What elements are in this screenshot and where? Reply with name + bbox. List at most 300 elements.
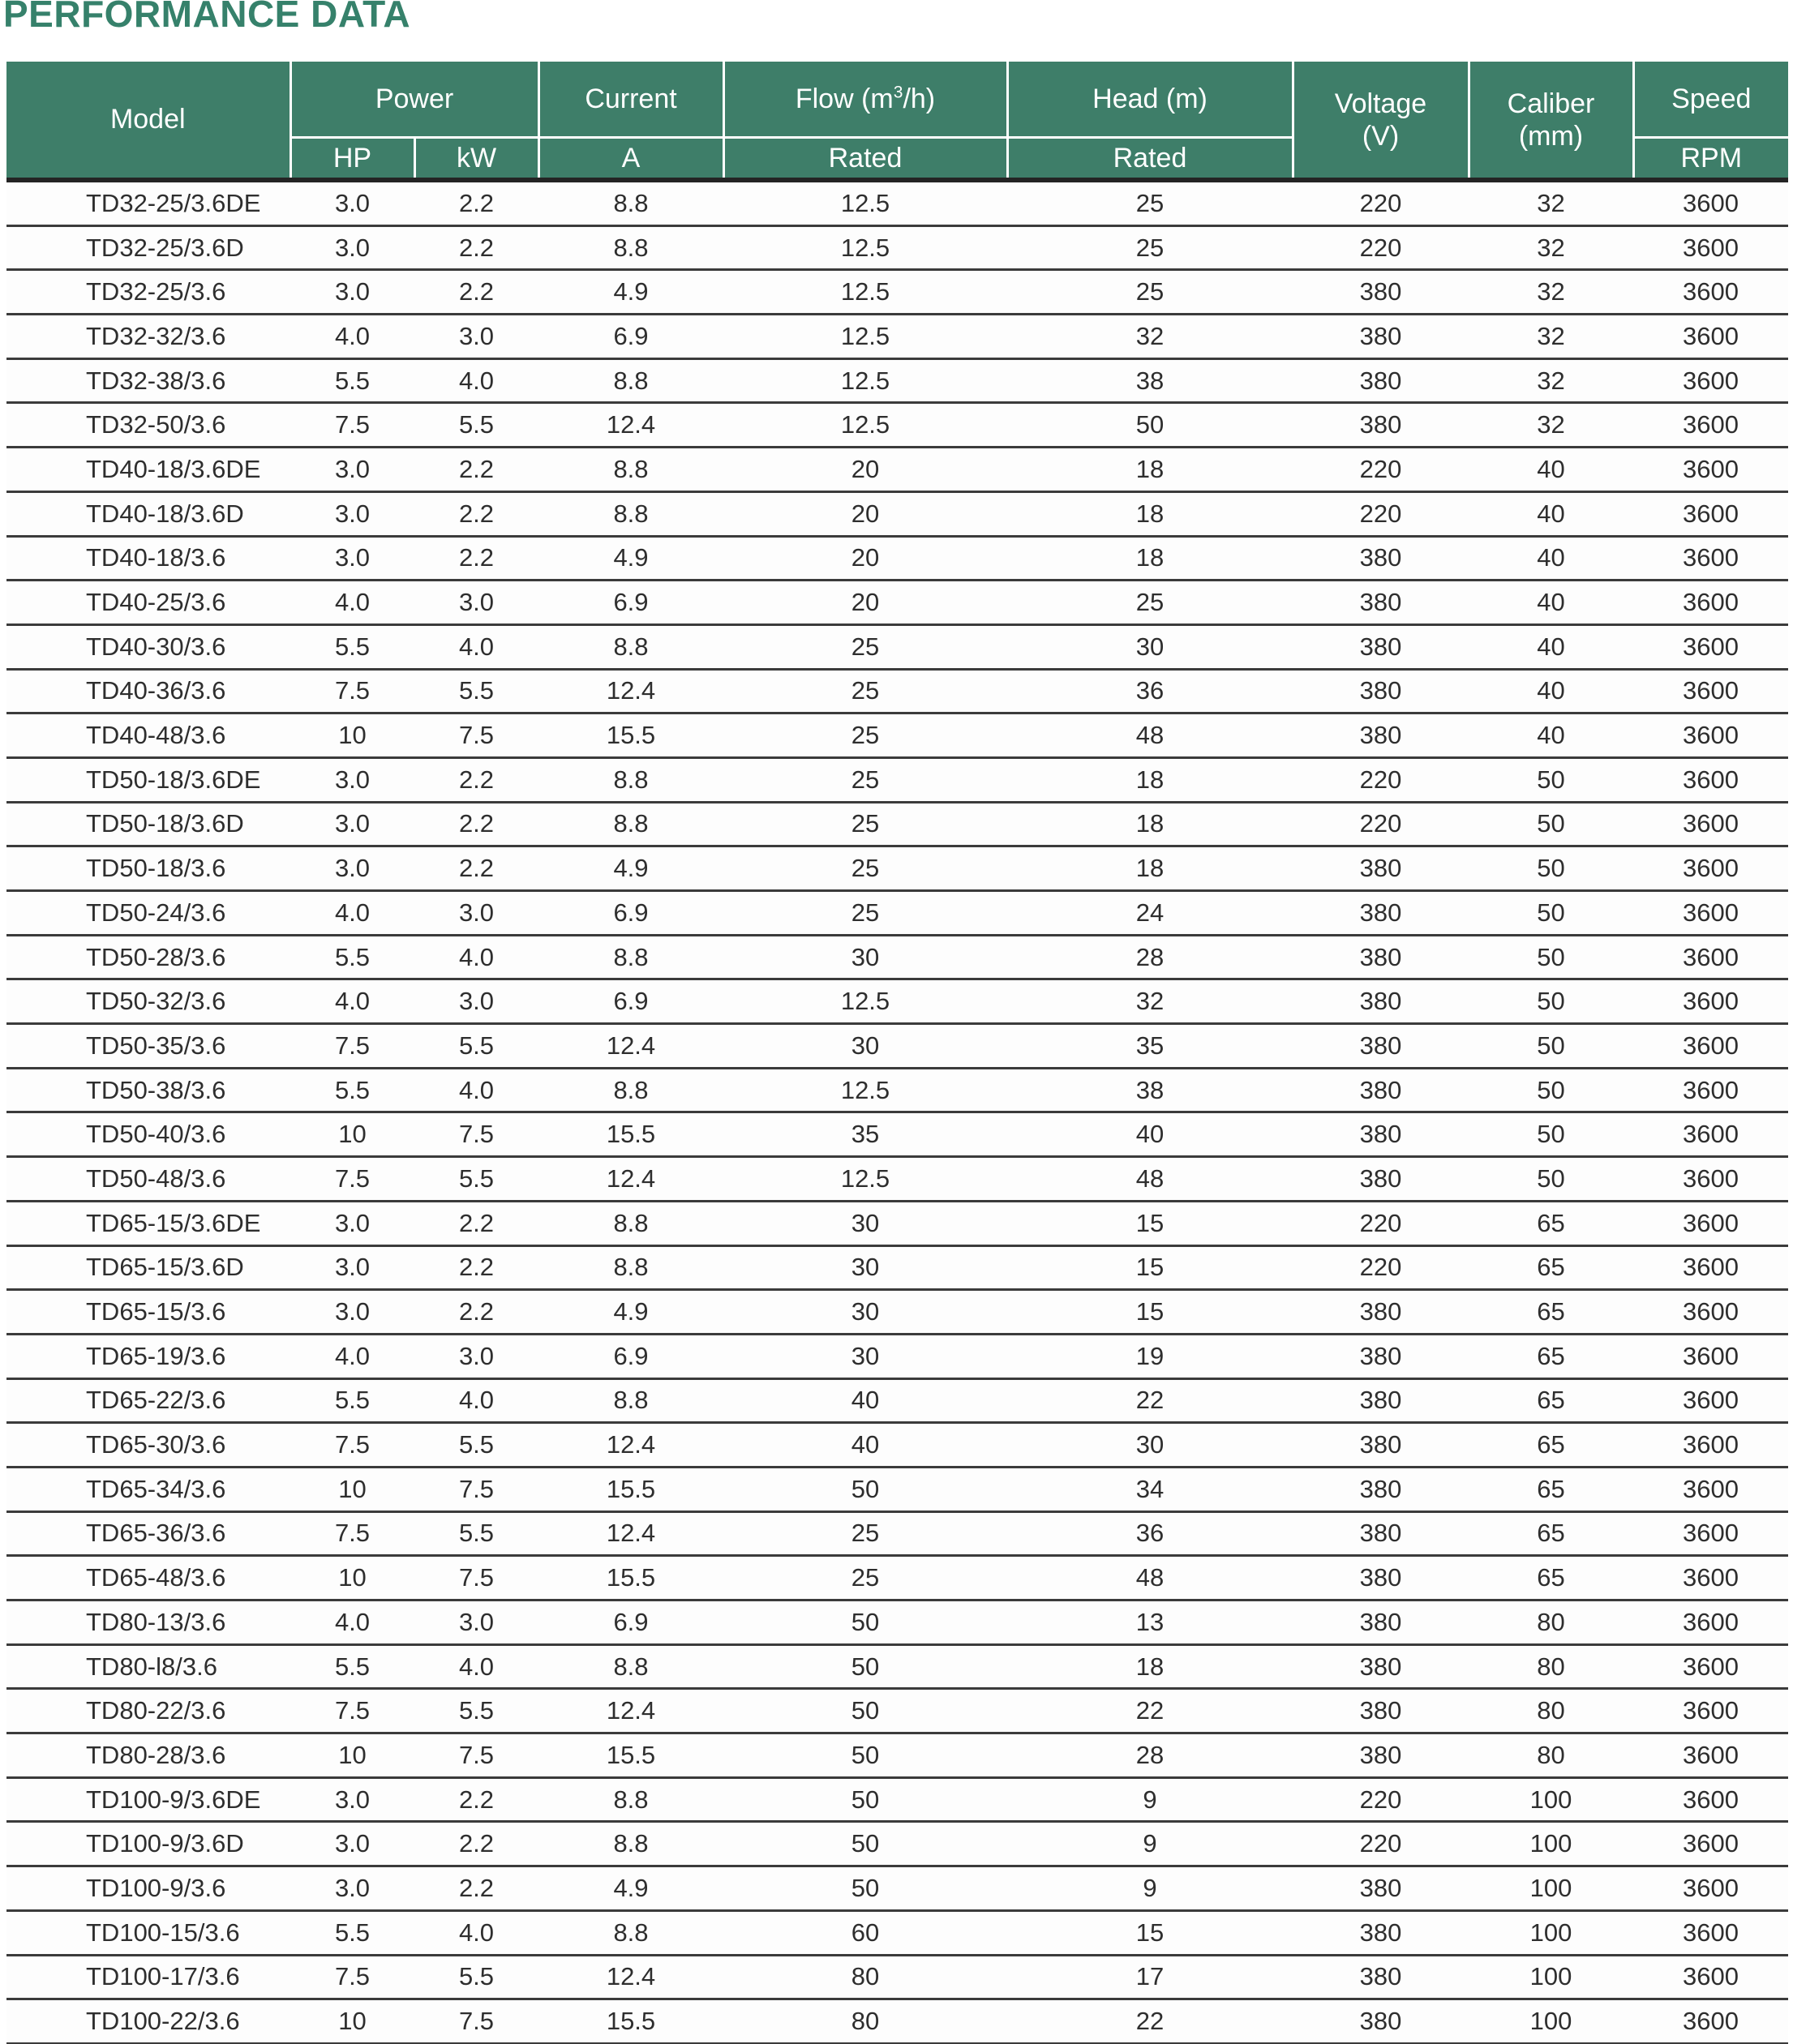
value-cell: 2.2	[414, 1777, 538, 1822]
model-cell: TD80-13/3.6	[6, 1600, 290, 1645]
value-cell: 100	[1469, 1777, 1633, 1822]
value-cell: 40	[1469, 669, 1633, 713]
col-header-caliber	[1469, 62, 1633, 180]
table-row	[6, 1157, 1788, 1202]
value-cell: 50	[1469, 935, 1633, 979]
value-cell: 12.5	[723, 403, 1007, 448]
model-cell: TD65-30/3.6	[6, 1423, 290, 1468]
value-cell: 20	[723, 536, 1007, 581]
value-cell: 3600	[1633, 1157, 1788, 1202]
table-row	[6, 1955, 1788, 1999]
value-cell: 2.2	[414, 1290, 538, 1335]
value-cell: 380	[1293, 315, 1469, 359]
value-cell: 50	[723, 1733, 1007, 1778]
col-header-speed: Speed	[1633, 62, 1788, 138]
flow-label-prefix: Flow (m	[795, 83, 894, 114]
value-cell: 36	[1007, 1511, 1293, 1556]
table-row	[6, 403, 1788, 448]
table-row	[6, 1689, 1788, 1733]
value-cell: 380	[1293, 1999, 1469, 2044]
col-header-flow-rated: Rated	[723, 138, 1007, 181]
value-cell: 40	[1469, 448, 1633, 492]
value-cell: 5.5	[290, 1644, 414, 1689]
value-cell: 19	[1007, 1334, 1293, 1378]
value-cell: 30	[723, 1201, 1007, 1245]
table-row	[6, 1999, 1788, 2044]
value-cell: 380	[1293, 1733, 1469, 1778]
value-cell: 3600	[1633, 1733, 1788, 1778]
value-cell: 8.8	[538, 1822, 723, 1866]
value-cell: 380	[1293, 1689, 1469, 1733]
value-cell: 100	[1469, 1866, 1633, 1911]
table-row	[6, 1910, 1788, 1955]
model-cell: TD50-40/3.6	[6, 1112, 290, 1157]
model-cell: TD65-22/3.6	[6, 1378, 290, 1423]
value-cell: 32	[1007, 979, 1293, 1024]
table-row	[6, 713, 1788, 758]
value-cell: 50	[1469, 1157, 1633, 1202]
value-cell: 12.4	[538, 1955, 723, 1999]
value-cell: 220	[1293, 802, 1469, 846]
value-cell: 18	[1007, 846, 1293, 891]
value-cell: 6.9	[538, 1600, 723, 1645]
value-cell: 3600	[1633, 979, 1788, 1024]
value-cell: 3.0	[290, 270, 414, 315]
value-cell: 380	[1293, 581, 1469, 625]
table-row	[6, 1245, 1788, 1290]
col-header-power: Power	[290, 62, 538, 138]
value-cell: 25	[1007, 581, 1293, 625]
value-cell: 100	[1469, 1955, 1633, 1999]
value-cell: 50	[1469, 1024, 1633, 1069]
value-cell: 3.0	[290, 1201, 414, 1245]
value-cell: 32	[1469, 180, 1633, 225]
value-cell: 80	[1469, 1644, 1633, 1689]
value-cell: 50	[1469, 979, 1633, 1024]
value-cell: 15	[1007, 1245, 1293, 1290]
value-cell: 30	[723, 1334, 1007, 1378]
model-cell: TD32-25/3.6	[6, 270, 290, 315]
value-cell: 65	[1469, 1245, 1633, 1290]
value-cell: 7.5	[290, 1024, 414, 1069]
value-cell: 3600	[1633, 1955, 1788, 1999]
value-cell: 50	[1469, 1112, 1633, 1157]
value-cell: 15	[1007, 1910, 1293, 1955]
value-cell: 380	[1293, 669, 1469, 713]
value-cell: 30	[723, 1245, 1007, 1290]
value-cell: 3.0	[414, 979, 538, 1024]
value-cell: 380	[1293, 1112, 1469, 1157]
table-row	[6, 669, 1788, 713]
value-cell: 380	[1293, 1157, 1469, 1202]
value-cell: 7.5	[290, 403, 414, 448]
value-cell: 25	[723, 669, 1007, 713]
value-cell: 22	[1007, 1689, 1293, 1733]
value-cell: 50	[1469, 891, 1633, 936]
col-header-head: Head (m)	[1007, 62, 1293, 138]
model-cell: TD65-15/3.6DE	[6, 1201, 290, 1245]
value-cell: 30	[723, 1024, 1007, 1069]
value-cell: 40	[1469, 536, 1633, 581]
table-row	[6, 1378, 1788, 1423]
value-cell: 7.5	[414, 1556, 538, 1600]
value-cell: 7.5	[414, 1733, 538, 1778]
table-row	[6, 979, 1788, 1024]
flow-label-suffix: /h)	[903, 83, 936, 114]
value-cell: 10	[290, 1733, 414, 1778]
value-cell: 12.4	[538, 403, 723, 448]
model-cell: TD50-48/3.6	[6, 1157, 290, 1202]
value-cell: 3600	[1633, 491, 1788, 536]
value-cell: 5.5	[414, 1511, 538, 1556]
value-cell: 5.5	[290, 358, 414, 403]
value-cell: 3600	[1633, 358, 1788, 403]
value-cell: 3600	[1633, 1467, 1788, 1511]
value-cell: 65	[1469, 1467, 1633, 1511]
value-cell: 380	[1293, 713, 1469, 758]
value-cell: 380	[1293, 891, 1469, 936]
value-cell: 3.0	[414, 891, 538, 936]
caliber-unit-label: (mm)	[1518, 120, 1584, 152]
value-cell: 15.5	[538, 1556, 723, 1600]
value-cell: 3600	[1633, 1822, 1788, 1866]
value-cell: 60	[723, 1910, 1007, 1955]
value-cell: 48	[1007, 713, 1293, 758]
value-cell: 2.2	[414, 846, 538, 891]
value-cell: 380	[1293, 536, 1469, 581]
value-cell: 17	[1007, 1955, 1293, 1999]
value-cell: 7.5	[290, 1157, 414, 1202]
value-cell: 380	[1293, 1024, 1469, 1069]
value-cell: 3600	[1633, 757, 1788, 802]
value-cell: 5.5	[414, 403, 538, 448]
value-cell: 80	[1469, 1689, 1633, 1733]
value-cell: 25	[723, 891, 1007, 936]
model-cell: TD50-35/3.6	[6, 1024, 290, 1069]
table-row	[6, 1600, 1788, 1645]
value-cell: 4.0	[290, 979, 414, 1024]
value-cell: 4.9	[538, 1290, 723, 1335]
table-row	[6, 1290, 1788, 1335]
model-cell: TD40-36/3.6	[6, 669, 290, 713]
table-row	[6, 358, 1788, 403]
value-cell: 3.0	[290, 1866, 414, 1911]
value-cell: 380	[1293, 270, 1469, 315]
value-cell: 15.5	[538, 1112, 723, 1157]
value-cell: 12.5	[723, 1157, 1007, 1202]
value-cell: 12.5	[723, 979, 1007, 1024]
value-cell: 18	[1007, 802, 1293, 846]
value-cell: 3600	[1633, 270, 1788, 315]
value-cell: 3.0	[290, 1290, 414, 1335]
value-cell: 2.2	[414, 1866, 538, 1911]
value-cell: 2.2	[414, 225, 538, 270]
value-cell: 380	[1293, 1600, 1469, 1645]
value-cell: 9	[1007, 1822, 1293, 1866]
model-cell: TD65-36/3.6	[6, 1511, 290, 1556]
model-cell: TD65-34/3.6	[6, 1467, 290, 1511]
value-cell: 8.8	[538, 1245, 723, 1290]
value-cell: 3.0	[290, 846, 414, 891]
value-cell: 220	[1293, 1777, 1469, 1822]
value-cell: 10	[290, 1556, 414, 1600]
value-cell: 4.0	[414, 1910, 538, 1955]
value-cell: 8.8	[538, 802, 723, 846]
value-cell: 50	[723, 1644, 1007, 1689]
value-cell: 380	[1293, 1511, 1469, 1556]
value-cell: 18	[1007, 757, 1293, 802]
value-cell: 18	[1007, 448, 1293, 492]
table-row	[6, 1822, 1788, 1866]
value-cell: 10	[290, 1112, 414, 1157]
model-cell: TD100-9/3.6	[6, 1866, 290, 1911]
value-cell: 4.9	[538, 1866, 723, 1911]
value-cell: 9	[1007, 1777, 1293, 1822]
value-cell: 5.5	[290, 624, 414, 669]
value-cell: 40	[723, 1378, 1007, 1423]
value-cell: 8.8	[538, 1777, 723, 1822]
table-row	[6, 180, 1788, 225]
value-cell: 5.5	[414, 1955, 538, 1999]
value-cell: 220	[1293, 180, 1469, 225]
value-cell: 6.9	[538, 979, 723, 1024]
value-cell: 380	[1293, 979, 1469, 1024]
value-cell: 3600	[1633, 1644, 1788, 1689]
table-header	[6, 62, 1788, 180]
table-row	[6, 448, 1788, 492]
value-cell: 38	[1007, 358, 1293, 403]
value-cell: 3600	[1633, 1600, 1788, 1645]
value-cell: 80	[723, 1999, 1007, 2044]
value-cell: 380	[1293, 1290, 1469, 1335]
value-cell: 25	[723, 757, 1007, 802]
model-cell: TD80-22/3.6	[6, 1689, 290, 1733]
value-cell: 8.8	[538, 1201, 723, 1245]
value-cell: 3600	[1633, 1511, 1788, 1556]
value-cell: 36	[1007, 669, 1293, 713]
value-cell: 48	[1007, 1556, 1293, 1600]
value-cell: 30	[1007, 624, 1293, 669]
value-cell: 4.0	[290, 1334, 414, 1378]
value-cell: 25	[1007, 270, 1293, 315]
value-cell: 380	[1293, 1068, 1469, 1112]
value-cell: 7.5	[290, 669, 414, 713]
value-cell: 220	[1293, 491, 1469, 536]
value-cell: 3.0	[290, 1245, 414, 1290]
value-cell: 380	[1293, 1334, 1469, 1378]
value-cell: 80	[723, 1955, 1007, 1999]
value-cell: 10	[290, 1999, 414, 2044]
table-row	[6, 1556, 1788, 1600]
value-cell: 7.5	[414, 713, 538, 758]
value-cell: 25	[723, 713, 1007, 758]
value-cell: 40	[1469, 713, 1633, 758]
value-cell: 3600	[1633, 1245, 1788, 1290]
value-cell: 20	[723, 491, 1007, 536]
value-cell: 24	[1007, 891, 1293, 936]
value-cell: 15.5	[538, 1467, 723, 1511]
flow-label-superscript: 3	[893, 83, 903, 102]
table-row	[6, 1866, 1788, 1911]
value-cell: 28	[1007, 935, 1293, 979]
col-header-model: Model	[6, 62, 290, 180]
value-cell: 3600	[1633, 1112, 1788, 1157]
value-cell: 4.9	[538, 536, 723, 581]
table-row	[6, 1423, 1788, 1468]
value-cell: 3600	[1633, 891, 1788, 936]
value-cell: 80	[1469, 1600, 1633, 1645]
value-cell: 4.0	[414, 1378, 538, 1423]
table-row	[6, 315, 1788, 359]
value-cell: 3.0	[414, 1334, 538, 1378]
value-cell: 3600	[1633, 1556, 1788, 1600]
model-cell: TD80-28/3.6	[6, 1733, 290, 1778]
model-cell: TD50-24/3.6	[6, 891, 290, 936]
value-cell: 25	[1007, 180, 1293, 225]
value-cell: 5.5	[290, 935, 414, 979]
value-cell: 15.5	[538, 1733, 723, 1778]
model-cell: TD50-18/3.6	[6, 846, 290, 891]
value-cell: 50	[723, 1467, 1007, 1511]
value-cell: 5.5	[290, 1910, 414, 1955]
value-cell: 3600	[1633, 1378, 1788, 1423]
value-cell: 12.4	[538, 1511, 723, 1556]
value-cell: 22	[1007, 1999, 1293, 2044]
value-cell: 25	[723, 846, 1007, 891]
value-cell: 32	[1469, 358, 1633, 403]
value-cell: 100	[1469, 1999, 1633, 2044]
value-cell: 8.8	[538, 180, 723, 225]
model-cell: TD32-25/3.6DE	[6, 180, 290, 225]
value-cell: 380	[1293, 1467, 1469, 1511]
value-cell: 220	[1293, 1201, 1469, 1245]
table-row	[6, 802, 1788, 846]
table-row	[6, 1467, 1788, 1511]
model-cell: TD50-18/3.6DE	[6, 757, 290, 802]
value-cell: 7.5	[290, 1511, 414, 1556]
value-cell: 3600	[1633, 536, 1788, 581]
table-row	[6, 1777, 1788, 1822]
value-cell: 12.4	[538, 669, 723, 713]
value-cell: 3600	[1633, 935, 1788, 979]
value-cell: 65	[1469, 1423, 1633, 1468]
value-cell: 12.5	[723, 358, 1007, 403]
model-cell: TD40-25/3.6	[6, 581, 290, 625]
value-cell: 2.2	[414, 1201, 538, 1245]
col-header-flow	[723, 62, 1007, 138]
value-cell: 8.8	[538, 1644, 723, 1689]
value-cell: 3600	[1633, 180, 1788, 225]
value-cell: 50	[723, 1689, 1007, 1733]
value-cell: 4.0	[414, 624, 538, 669]
value-cell: 12.4	[538, 1157, 723, 1202]
value-cell: 8.8	[538, 358, 723, 403]
value-cell: 3600	[1633, 581, 1788, 625]
model-cell: TD40-18/3.6D	[6, 491, 290, 536]
value-cell: 100	[1469, 1910, 1633, 1955]
value-cell: 8.8	[538, 225, 723, 270]
col-header-hp: HP	[290, 138, 414, 181]
model-cell: TD65-15/3.6	[6, 1290, 290, 1335]
value-cell: 40	[1469, 581, 1633, 625]
value-cell: 40	[1007, 1112, 1293, 1157]
value-cell: 40	[1469, 491, 1633, 536]
value-cell: 15.5	[538, 713, 723, 758]
col-header-ampere: A	[538, 138, 723, 181]
table-row	[6, 624, 1788, 669]
value-cell: 3.0	[290, 1777, 414, 1822]
value-cell: 15	[1007, 1290, 1293, 1335]
value-cell: 3600	[1633, 1423, 1788, 1468]
model-cell: TD100-15/3.6	[6, 1910, 290, 1955]
value-cell: 4.9	[538, 270, 723, 315]
value-cell: 2.2	[414, 448, 538, 492]
table-row	[6, 757, 1788, 802]
voltage-label: Voltage	[1334, 88, 1427, 119]
value-cell: 65	[1469, 1201, 1633, 1245]
value-cell: 3600	[1633, 669, 1788, 713]
value-cell: 4.0	[290, 891, 414, 936]
model-cell: TD65-15/3.6D	[6, 1245, 290, 1290]
table-row	[6, 225, 1788, 270]
value-cell: 12.4	[538, 1024, 723, 1069]
table-row	[6, 581, 1788, 625]
value-cell: 380	[1293, 935, 1469, 979]
model-cell: TD100-9/3.6D	[6, 1822, 290, 1866]
value-cell: 380	[1293, 1378, 1469, 1423]
value-cell: 18	[1007, 536, 1293, 581]
value-cell: 25	[723, 802, 1007, 846]
value-cell: 4.9	[538, 846, 723, 891]
value-cell: 25	[723, 624, 1007, 669]
value-cell: 2.2	[414, 802, 538, 846]
value-cell: 12.4	[538, 1689, 723, 1733]
performance-table	[6, 62, 1788, 2044]
value-cell: 5.5	[414, 1024, 538, 1069]
value-cell: 30	[1007, 1423, 1293, 1468]
value-cell: 8.8	[538, 935, 723, 979]
model-cell: TD50-18/3.6D	[6, 802, 290, 846]
model-cell: TD32-32/3.6	[6, 315, 290, 359]
col-header-voltage	[1293, 62, 1469, 180]
table-row	[6, 1334, 1788, 1378]
value-cell: 4.0	[290, 581, 414, 625]
value-cell: 18	[1007, 491, 1293, 536]
value-cell: 220	[1293, 1245, 1469, 1290]
value-cell: 8.8	[538, 1910, 723, 1955]
value-cell: 65	[1469, 1290, 1633, 1335]
value-cell: 50	[1007, 403, 1293, 448]
value-cell: 7.5	[414, 1999, 538, 2044]
value-cell: 4.0	[414, 1068, 538, 1112]
col-header-kw: kW	[414, 138, 538, 181]
table-body	[6, 180, 1788, 2043]
model-cell: TD100-9/3.6DE	[6, 1777, 290, 1822]
value-cell: 3600	[1633, 1866, 1788, 1911]
table-row	[6, 846, 1788, 891]
value-cell: 50	[1469, 1068, 1633, 1112]
table-row	[6, 1644, 1788, 1689]
value-cell: 6.9	[538, 1334, 723, 1378]
value-cell: 8.8	[538, 491, 723, 536]
table-row	[6, 891, 1788, 936]
value-cell: 25	[723, 1556, 1007, 1600]
value-cell: 32	[1469, 270, 1633, 315]
value-cell: 2.2	[414, 180, 538, 225]
value-cell: 7.5	[414, 1112, 538, 1157]
value-cell: 18	[1007, 1644, 1293, 1689]
value-cell: 80	[1469, 1733, 1633, 1778]
